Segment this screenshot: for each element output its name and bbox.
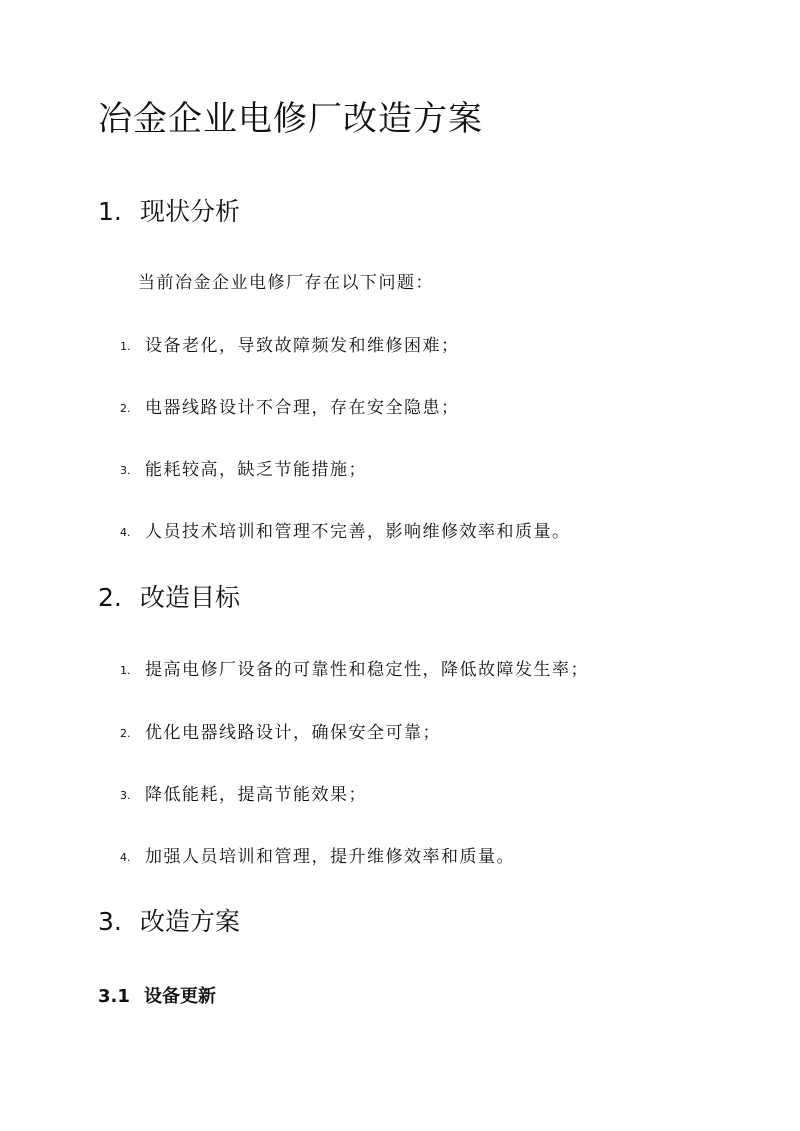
- list-item: [120, 396, 460, 421]
- section-heading-3: [98, 906, 240, 938]
- list-item-text: 加强人员培训和管理，提升维修效率和质量。: [145, 847, 515, 867]
- list-marker: 3.: [120, 789, 131, 802]
- list-item-text: 提高电修厂设备的可靠性和稳定性，降低故障发生率；: [145, 660, 589, 680]
- list-item-text: 能耗较高，缺乏节能措施；: [145, 460, 367, 480]
- list-marker: 4.: [120, 851, 131, 864]
- section-intro: 当前冶金企业电修厂存在以下问题：: [138, 273, 434, 293]
- section-title: 现状分析: [140, 197, 241, 226]
- section-number: 3.: [98, 907, 122, 936]
- list-item-text: 人员技术培训和管理不完善，影响维修效率和质量。: [145, 522, 571, 542]
- list-marker: 4.: [120, 526, 131, 539]
- section-title: 改造目标: [140, 583, 241, 612]
- section-heading-1: [98, 196, 240, 228]
- list-item: [120, 334, 460, 359]
- list-item: [120, 845, 515, 870]
- list-item-text: 优化电器线路设计，确保安全可靠；: [145, 723, 441, 743]
- subsection-title: 设备更新: [144, 986, 216, 1007]
- list-item: [120, 458, 367, 483]
- subsection-number: 3.1: [98, 986, 130, 1007]
- section-number: 2.: [98, 583, 122, 612]
- list-item: [120, 658, 589, 683]
- section-heading-2: [98, 582, 240, 614]
- list-marker: 2.: [120, 727, 131, 740]
- list-marker: 1.: [120, 664, 131, 677]
- list-item-text: 设备老化，导致故障频发和维修困难；: [145, 336, 460, 356]
- list-item-text: 降低能耗，提高节能效果；: [145, 785, 367, 805]
- list-item-text: 电器线路设计不合理，存在安全隐患；: [145, 398, 460, 418]
- list-marker: 1.: [120, 340, 131, 353]
- list-marker: 2.: [120, 402, 131, 415]
- subsection-heading-3-1: [98, 985, 216, 1009]
- list-item: [120, 783, 367, 808]
- section-number: 1.: [98, 197, 122, 226]
- list-marker: 3.: [120, 464, 131, 477]
- list-item: [120, 721, 441, 746]
- list-item: [120, 520, 571, 545]
- section-title: 改造方案: [140, 907, 241, 936]
- document-title: 冶金企业电修厂改造方案: [98, 99, 483, 139]
